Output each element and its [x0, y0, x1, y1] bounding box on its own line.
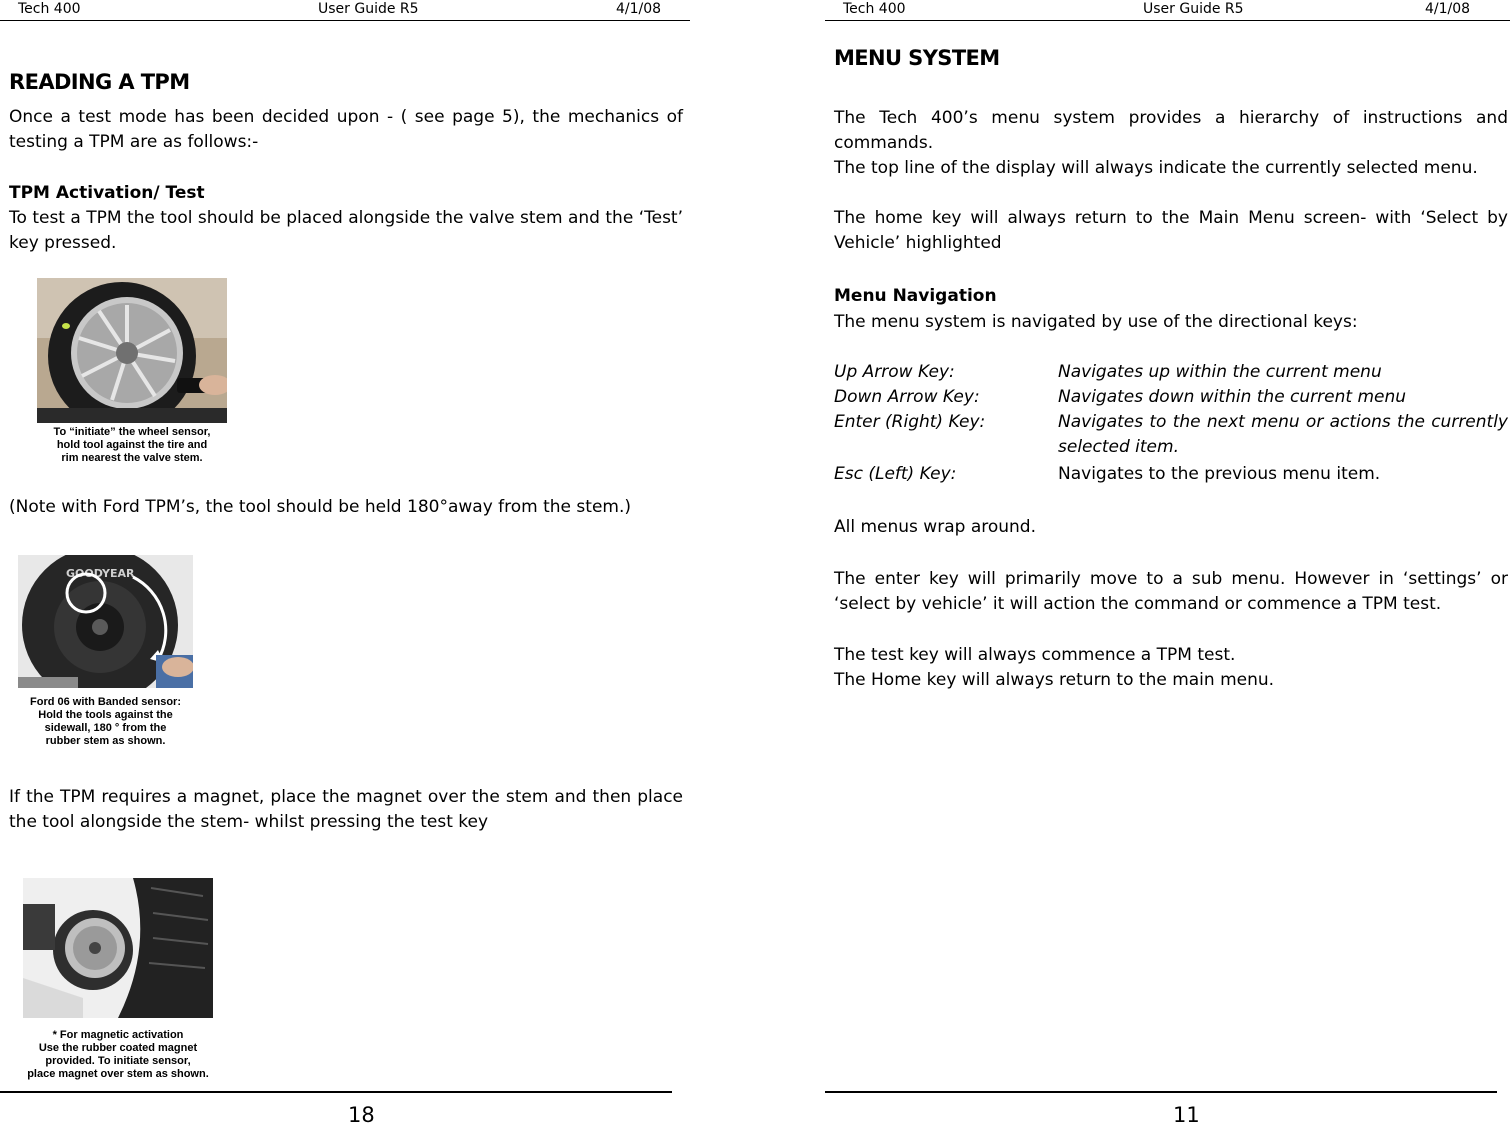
page-number: 11	[1173, 1103, 1200, 1127]
header-product: Tech 400	[18, 1, 81, 17]
svg-text:GOODYEAR: GOODYEAR	[66, 567, 135, 580]
key-desc-down: Navigates down within the current menu	[1058, 387, 1407, 407]
key-label-up: Up Arrow Key:	[834, 362, 955, 382]
caption-line: Use the rubber coated magnet	[38, 1042, 198, 1054]
header-guide: User Guide R5	[1143, 1, 1244, 17]
footer-rule	[0, 1091, 672, 1093]
magnet-paragraph: If the TPM requires a magnet, place the magnet over the stem and then place the tool alongside the stem- whilst pressing the test key	[9, 787, 683, 832]
subheading-navigation: Menu Navigation	[834, 286, 997, 306]
key-label-enter: Enter (Right) Key:	[834, 412, 986, 432]
ford-note-paragraph: (Note with Ford TPM’s, the tool should be held 180°away from the stem.)	[9, 497, 632, 517]
ford-sensor-caption	[18, 696, 193, 748]
top-line-paragraph: The top line of the display will always indicate the currently selected menu.	[834, 158, 1478, 178]
magnet-photo	[23, 878, 213, 1018]
key-label-esc: Esc (Left) Key:	[834, 464, 957, 484]
page-header	[825, 0, 1510, 21]
caption-line: hold tool against the tire and	[56, 439, 208, 451]
key-desc-esc: Navigates to the previous menu item.	[1058, 464, 1381, 484]
menu-hierarchy-paragraph: The Tech 400’s menu system provides a hierarchy of instructions and commands.	[834, 108, 1508, 153]
key-desc-up: Navigates up within the current menu	[1058, 362, 1382, 382]
caption-line: * For magnetic activation	[52, 1029, 184, 1041]
home-key-paragraph: The home key will always return to the Main Menu screen- with ‘Select by Vehicle’ highlighted	[834, 208, 1508, 253]
wheel-sensor-caption	[37, 426, 227, 465]
ford-sensor-photo	[18, 555, 193, 688]
right-page	[825, 0, 1510, 1127]
magnet-caption	[23, 1029, 213, 1081]
test-key-paragraph: The test key will always commence a TPM test.	[834, 645, 1236, 665]
caption-line: provided. To initiate sensor,	[45, 1055, 191, 1067]
page-header	[0, 0, 690, 21]
wrap-paragraph: All menus wrap around.	[834, 517, 1036, 537]
home-key-return-paragraph: The Home key will always return to the main menu.	[834, 670, 1275, 690]
enter-key-paragraph: The enter key will primarily move to a sub menu. However in ‘settings’ or ‘select by vehicle’ it will action the command or commence a TPM test.	[834, 569, 1508, 614]
header-date: 4/1/08	[1425, 1, 1471, 17]
section-title: MENU SYSTEM	[834, 46, 1000, 70]
page-number: 18	[348, 1103, 375, 1127]
header-date: 4/1/08	[616, 1, 662, 17]
caption-line: place magnet over stem as shown.	[27, 1068, 209, 1080]
caption-line: Hold the tools against the	[38, 709, 173, 721]
navigation-intro: The menu system is navigated by use of the directional keys:	[834, 312, 1358, 332]
caption-line: rubber stem as shown.	[45, 735, 166, 747]
activation-paragraph: To test a TPM the tool should be placed alongside the valve stem and the ‘Test’ key pressed.	[9, 208, 683, 253]
header-guide: User Guide R5	[318, 1, 419, 17]
caption-line: Ford 06 with Banded sensor:	[30, 696, 181, 708]
section-title: READING A TPM	[9, 70, 190, 94]
subheading-activation: TPM Activation/ Test	[9, 183, 205, 203]
key-desc-enter: Navigates to the next menu or actions the currently selected item.	[1058, 412, 1508, 457]
caption-line: sidewall, 180 ° from the	[44, 722, 167, 734]
wheel-sensor-photo	[37, 278, 227, 423]
key-label-down: Down Arrow Key:	[834, 387, 980, 407]
intro-paragraph: Once a test mode has been decided upon - ( see page 5), the mechanics of testing a TPM are as follows:-	[9, 107, 683, 152]
caption-line: rim nearest the valve stem.	[61, 452, 203, 464]
header-product: Tech 400	[843, 1, 906, 17]
left-page	[0, 0, 690, 1127]
footer-rule	[825, 1091, 1497, 1093]
caption-line: To “initiate” the wheel sensor,	[53, 426, 211, 438]
